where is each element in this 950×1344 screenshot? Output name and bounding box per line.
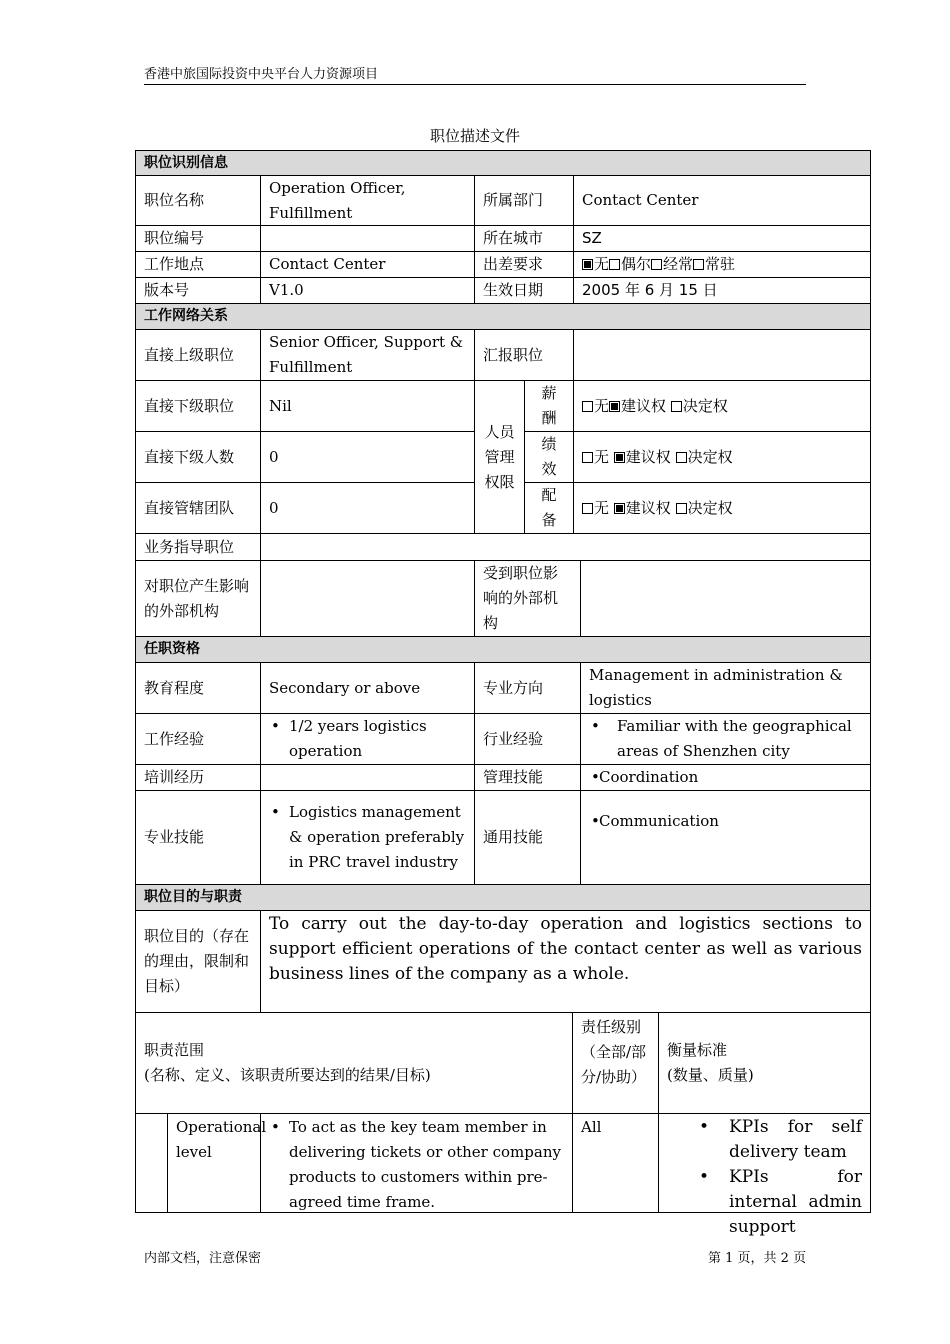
duty-index-cell bbox=[136, 1113, 167, 1213]
influenced-value bbox=[580, 560, 870, 637]
city-value: SZ bbox=[573, 225, 870, 252]
major-value: Management in administration & logistics bbox=[580, 662, 870, 714]
authority-label: 人员管理权限 bbox=[474, 380, 524, 534]
influence-out-label: 对职位产生影响的外部机构 bbox=[136, 560, 260, 637]
position-name-label: 职位名称 bbox=[136, 175, 260, 226]
scope-sublabel: (名称、定义、该职责所要达到的结果/目标) bbox=[144, 1066, 431, 1084]
measure-label: 衡量标准 bbox=[667, 1041, 728, 1059]
general-skill-label: 通用技能 bbox=[474, 790, 580, 885]
duty-level: All bbox=[572, 1113, 658, 1213]
department-value: Contact Center bbox=[573, 175, 870, 226]
option-none[interactable]: 无 bbox=[582, 394, 609, 419]
document-title: 职位描述文件 bbox=[429, 127, 520, 145]
location-value: Contact Center bbox=[260, 251, 474, 278]
guidance-label: 业务指导职位 bbox=[136, 533, 260, 561]
effective-label: 生效日期 bbox=[474, 277, 573, 304]
list-item: • Logistics management & operation preferably in PRC travel industry bbox=[269, 800, 466, 875]
section-purpose: 职位目的与职责 bbox=[136, 884, 870, 911]
version-label: 版本号 bbox=[136, 277, 260, 304]
general-skill-value bbox=[580, 790, 870, 885]
authority-performance-label: 绩效 bbox=[524, 431, 573, 483]
authority-salary-label: 薪酬 bbox=[524, 380, 573, 432]
section-network: 工作网络关系 bbox=[136, 303, 870, 330]
influence-out-value bbox=[260, 560, 474, 637]
option-decide[interactable]: 决定权 bbox=[671, 394, 728, 419]
option-decide[interactable]: 决定权 bbox=[676, 445, 733, 470]
duty-kpis bbox=[658, 1113, 870, 1237]
sub-count-label: 直接下级人数 bbox=[136, 431, 260, 483]
prof-skill-label: 专业技能 bbox=[136, 790, 260, 885]
footer-confidential: 内部文档，注意保密 bbox=[144, 1251, 262, 1266]
report-label: 汇报职位 bbox=[474, 329, 573, 381]
measure-sublabel: (数量、质量) bbox=[667, 1066, 754, 1084]
checkbox-empty-icon bbox=[671, 401, 682, 412]
checkbox-checked-icon bbox=[614, 452, 625, 463]
option-none[interactable]: 无 bbox=[582, 496, 609, 521]
list-item: • KPIs for self delivery team bbox=[667, 1115, 862, 1165]
checkbox-checked-icon bbox=[614, 503, 625, 514]
mgmt-skill-value bbox=[580, 764, 870, 791]
team-value: 0 bbox=[260, 482, 474, 534]
report-value bbox=[573, 329, 870, 381]
purpose-label: 职位目的（存在的理由，限制和目标） bbox=[136, 910, 260, 1013]
major-label: 专业方向 bbox=[474, 662, 580, 714]
superior-value: Senior Officer, Support & Fulfillment bbox=[260, 329, 474, 381]
checkbox-empty-icon bbox=[676, 503, 687, 514]
option-none[interactable]: 无 bbox=[582, 445, 609, 470]
checkbox-empty-icon bbox=[582, 503, 593, 514]
position-name-value: Operation Officer, Fulfillment bbox=[260, 175, 474, 226]
page-header: 香港中旅国际投资中央平台人力资源项目 bbox=[144, 66, 806, 85]
list-item: • To act as the key team member in delivering tickets or other company products to customers within pre-agreed time frame. bbox=[269, 1115, 564, 1215]
subordinate-label: 直接下级职位 bbox=[136, 380, 260, 432]
duty-area: Operational level bbox=[167, 1113, 260, 1213]
department-label: 所属部门 bbox=[474, 175, 573, 226]
travel-option-occasional[interactable]: 偶尔 bbox=[609, 252, 651, 277]
option-suggest[interactable]: 建议权 bbox=[609, 394, 666, 419]
option-suggest[interactable]: 建议权 bbox=[614, 445, 671, 470]
travel-options bbox=[573, 251, 870, 278]
option-decide[interactable]: 决定权 bbox=[676, 496, 733, 521]
location-label: 工作地点 bbox=[136, 251, 260, 278]
footer-page-number: 第 1 页，共 2 页 bbox=[708, 1251, 807, 1266]
prof-skill-value bbox=[260, 790, 474, 885]
list-item: • 1/2 years logistics operation bbox=[269, 714, 466, 764]
travel-option-frequent[interactable]: 经常 bbox=[651, 252, 693, 277]
position-code-label: 职位编号 bbox=[136, 225, 260, 252]
option-suggest[interactable]: 建议权 bbox=[614, 496, 671, 521]
travel-option-none[interactable]: 无 bbox=[582, 252, 609, 277]
scope-header bbox=[136, 1012, 572, 1114]
checkbox-empty-icon bbox=[582, 452, 593, 463]
education-value: Secondary or above bbox=[260, 662, 474, 714]
experience-value bbox=[260, 713, 474, 765]
list-item: • Communication bbox=[589, 809, 719, 834]
checkbox-empty-icon bbox=[609, 259, 620, 270]
travel-option-resident[interactable]: 常驻 bbox=[693, 252, 735, 277]
education-label: 教育程度 bbox=[136, 662, 260, 714]
effective-date-value: 2005 年 6 月 15 日 bbox=[573, 277, 870, 304]
sub-count-value: 0 bbox=[260, 431, 474, 483]
version-value: V1.0 bbox=[260, 277, 474, 304]
measure-header bbox=[658, 1012, 870, 1114]
authority-staffing-label: 配备 bbox=[524, 482, 573, 534]
influenced-label: 受到职位影响的外部机构 bbox=[474, 560, 580, 637]
industry-label: 行业经验 bbox=[474, 713, 580, 765]
scope-label: 职责范围 bbox=[144, 1041, 205, 1059]
checkbox-empty-icon bbox=[651, 259, 662, 270]
guidance-value bbox=[260, 533, 870, 561]
checkbox-empty-icon bbox=[676, 452, 687, 463]
superior-label: 直接上级职位 bbox=[136, 329, 260, 381]
checkbox-empty-icon bbox=[693, 259, 704, 270]
training-label: 培训经历 bbox=[136, 764, 260, 791]
list-item: • Familiar with the geographical areas of Shenzhen city bbox=[589, 714, 862, 764]
city-label: 所在城市 bbox=[474, 225, 573, 252]
travel-label: 出差要求 bbox=[474, 251, 573, 278]
purpose-text: To carry out the day-to-day operation and logistics sections to support efficient operations of the contact center as well as various business lines of the company as a whole. bbox=[260, 910, 870, 1013]
level-label: 责任级别（全部/部分/协助） bbox=[572, 1012, 658, 1114]
authority-staffing-options bbox=[573, 482, 870, 534]
checkbox-empty-icon bbox=[582, 401, 593, 412]
subordinate-value: Nil bbox=[260, 380, 474, 432]
experience-label: 工作经验 bbox=[136, 713, 260, 765]
industry-value bbox=[580, 713, 870, 765]
position-code-value bbox=[260, 225, 474, 252]
section-identity: 职位识别信息 bbox=[136, 150, 870, 176]
duty-description bbox=[260, 1113, 572, 1213]
job-description-table bbox=[135, 150, 871, 1237]
training-value bbox=[260, 764, 474, 791]
checkbox-checked-icon bbox=[609, 401, 620, 412]
team-label: 直接管辖团队 bbox=[136, 482, 260, 534]
list-item: • KPIs for internal admin support bbox=[667, 1165, 862, 1240]
list-item: • Coordination bbox=[589, 765, 698, 790]
authority-performance-options bbox=[573, 431, 870, 483]
authority-salary-options bbox=[573, 380, 870, 432]
section-qualification: 任职资格 bbox=[136, 636, 870, 663]
mgmt-skill-label: 管理技能 bbox=[474, 764, 580, 791]
checkbox-checked-icon bbox=[582, 259, 593, 270]
